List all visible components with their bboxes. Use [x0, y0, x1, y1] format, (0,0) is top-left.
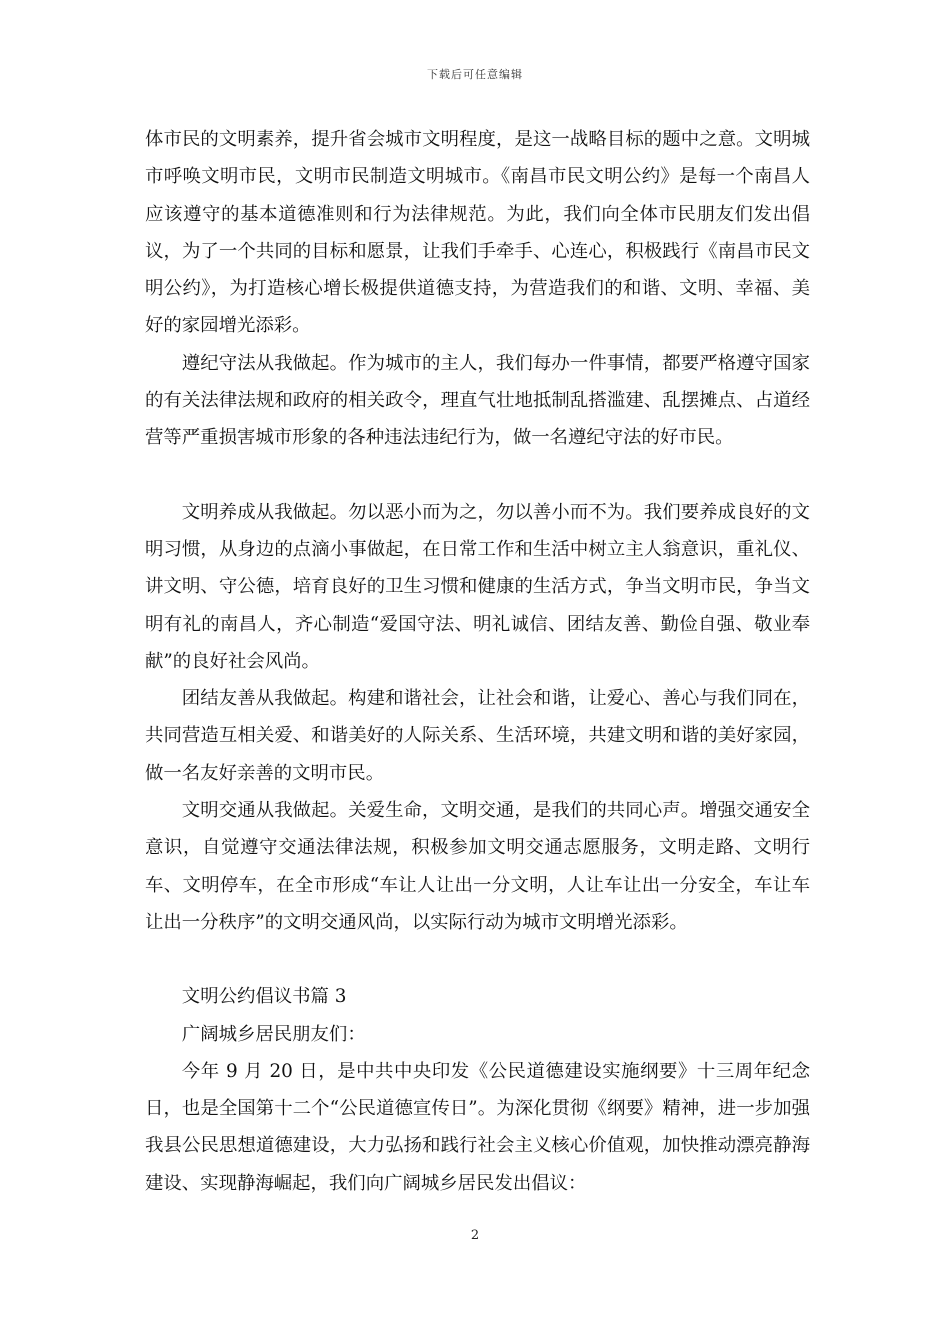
section-title: 文明公约倡议书篇 3: [181, 986, 347, 1008]
page-header: 下载后可任意编辑: [427, 68, 523, 81]
paragraph-continuation: 体市民的文明素养，提升省会城市文明程度，是这一战略目标的题中之意。文明城市呼唤文明市民，文明市民制造文明城市。《南昌市民文明公约》是每一个南昌人应该遵守的基本道德准则和行为法律规范。为此，我们向全体市民朋友们发出倡议，为了一个共同的目标和愿景，让我们手牵手、心连心，积极践行《南昌市民文明公约》，为打造核心增长极提供道德支持，为营造我们的和谐、文明、幸福、美好的家园增光添彩。: [145, 129, 810, 337]
paragraph-spacer: [145, 457, 810, 494]
paragraph-traffic: 文明交通从我做起。关爱生命，文明交通，是我们的共同心声。增强交通安全意识，自觉遵守交通法律法规，积极参加文明交通志愿服务，文明走路、文明行车、文明停车，在全市形成“车让人让出一分文明，人让车让出一分安全，车让车让出一分秩序”的文明交通风尚，以实际行动为城市文明增光添彩。: [145, 800, 810, 933]
paragraph-civility: 文明养成从我做起。勿以恶小而为之，勿以善小而不为。我们要养成良好的文明习惯，从身边的点滴小事做起，在日常工作和生活中树立主人翁意识，重礼仪、讲文明、守公德，培育良好的卫生习惯和健康的生活方式，争当文明市民，争当文明有礼的南昌人，齐心制造“爱国守法、明礼诚信、团结友善、勤俭自强、敬业奉献”的良好社会风尚。: [145, 501, 810, 672]
page-number: 2: [470, 1228, 480, 1243]
salutation: 广阔城乡居民朋友们：: [181, 1023, 366, 1045]
paragraph-spacer: [145, 941, 810, 978]
paragraph-intro: 今年 9 月 20 日，是中共中央印发《公民道德建设实施纲要》十三周年纪念日，也是全国第十二个“公民道德宣传日”。为深化贯彻《纲要》精神，进一步加强我县公民思想道德建设，大力弘扬和践行社会主义核心价值观，加快推动漂亮静海建设、实现静海崛起，我们向广阔城乡居民发出倡议：: [145, 1060, 810, 1194]
paragraph-law: 遵纪守法从我做起。作为城市的主人，我们每办一件事情，都要严格遵守国家的有关法律法规和政府的相关政令，理直气壮地抵制乱搭滥建、乱摆摊点、占道经营等严重损害城市形象的各种违法违纪行为，做一名遵纪守法的好市民。: [145, 352, 810, 449]
document-body: [145, 121, 810, 1202]
paragraph-unity: 团结友善从我做起。构建和谐社会，让社会和谐，让爱心、善心与我们同在，共同营造互相关爱、和谐美好的人际关系、生活环境，共建文明和谐的美好家园，做一名友好亲善的文明市民。: [145, 688, 810, 784]
